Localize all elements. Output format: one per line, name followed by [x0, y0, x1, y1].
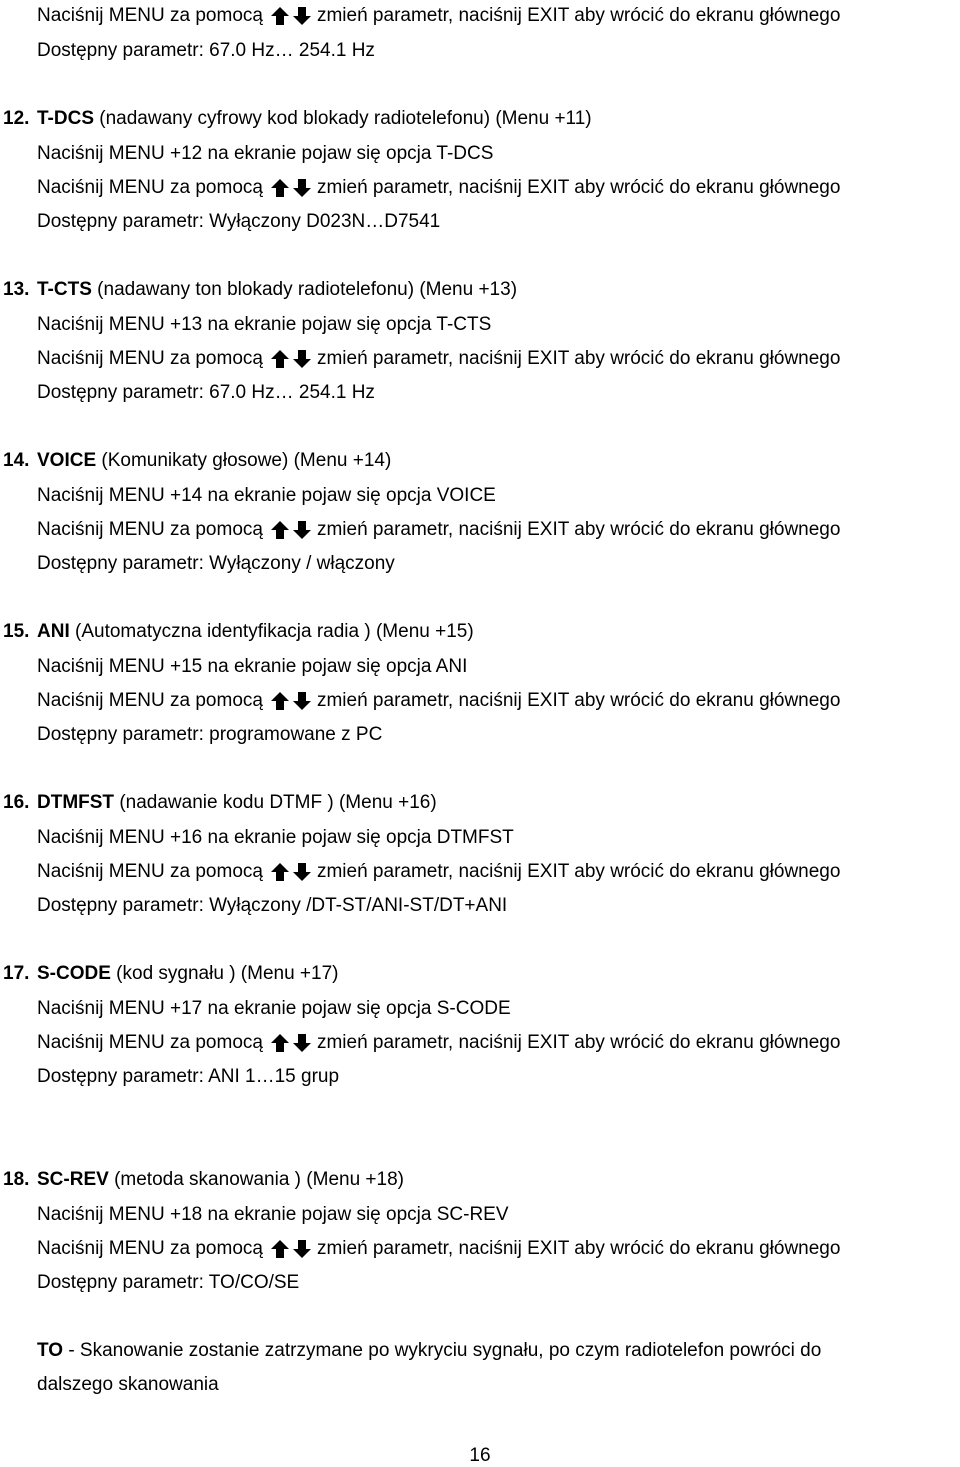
up-down-arrows-icon: [269, 178, 313, 198]
nav-instruction: Naciśnij MENU za pomocą zmień parametr, naciśnij EXIT aby wrócić do ekranu głównego: [37, 348, 841, 369]
section-heading: 15. ANI (Automatyczna identyfikacja radia ) (Menu +15): [3, 621, 474, 642]
menu-line: Naciśnij MENU +12 na ekranie pojaw się opcja T-DCS: [37, 143, 494, 164]
up-down-arrows-icon: [269, 1239, 313, 1259]
available-params: Dostępny parametr: TO/CO/SE: [37, 1272, 300, 1293]
available-params: Dostępny parametr: Wyłączony / włączony: [37, 553, 395, 574]
up-down-arrows-icon: [269, 691, 313, 711]
nav-post-text: zmień parametr, naciśnij EXIT aby wrócić do ekranu głównego: [316, 5, 841, 26]
up-down-arrows-icon: [269, 862, 313, 882]
available-params: Dostępny parametr: Wyłączony /DT-ST/ANI-ST/DT+ANI: [37, 895, 508, 916]
available-params: Dostępny parametr: Wyłączony D023N…D7541: [37, 211, 441, 232]
menu-line: Naciśnij MENU +17 na ekranie pojaw się opcja S-CODE: [37, 998, 511, 1019]
menu-line: Naciśnij MENU +15 na ekranie pojaw się opcja ANI: [37, 656, 468, 677]
nav-instruction: Naciśnij MENU za pomocą zmień parametr, naciśnij EXIT aby wrócić do ekranu głównego: [37, 1238, 841, 1259]
menu-line: Naciśnij MENU +14 na ekranie pojaw się opcja VOICE: [37, 485, 496, 506]
available-params: Dostępny parametr: 67.0 Hz… 254.1 Hz: [37, 382, 375, 403]
nav-instruction: [37, 4, 840, 28]
up-down-arrows-icon: [269, 520, 313, 540]
note-line: TO - Skanowanie zostanie zatrzymane po wykryciu sygnału, po czym radiotelefon powróci do: [37, 1340, 822, 1361]
section-heading: 18. SC-REV (metoda skanowania ) (Menu +18): [3, 1169, 404, 1190]
menu-line: Naciśnij MENU +16 na ekranie pojaw się opcja DTMFST: [37, 827, 514, 848]
note-line-continued: dalszego skanowania: [37, 1374, 219, 1395]
nav-instruction: Naciśnij MENU za pomocą zmień parametr, naciśnij EXIT aby wrócić do ekranu głównego: [37, 861, 841, 882]
available-params: Dostępny parametr: ANI 1…15 grup: [37, 1066, 340, 1087]
menu-line: Naciśnij MENU +18 na ekranie pojaw się opcja SC-REV: [37, 1204, 509, 1225]
nav-instruction: Naciśnij MENU za pomocą zmień parametr, naciśnij EXIT aby wrócić do ekranu głównego: [37, 1032, 841, 1053]
available-params: Dostępny parametr: programowane z PC: [37, 724, 383, 745]
up-down-arrows-icon: [269, 349, 313, 369]
up-down-arrows-icon: [269, 1033, 313, 1053]
section-heading: 14. VOICE (Komunikaty głosowe) (Menu +14): [3, 450, 392, 471]
menu-line: Naciśnij MENU +13 na ekranie pojaw się opcja T-CTS: [37, 314, 492, 335]
section-heading: 13. T-CTS (nadawany ton blokady radiotelefonu) (Menu +13): [3, 279, 518, 300]
section-heading: 12. T-DCS (nadawany cyfrowy kod blokady radiotelefonu) (Menu +11): [3, 108, 592, 129]
up-down-arrows-icon: [269, 6, 313, 26]
note-term: TO: [37, 1340, 64, 1361]
page-number: 16: [469, 1445, 491, 1466]
available-params: Dostępny parametr: 67.0 Hz… 254.1 Hz: [37, 40, 375, 61]
nav-pre-text: Naciśnij MENU za pomocą: [37, 5, 263, 26]
nav-instruction: Naciśnij MENU za pomocą zmień parametr, naciśnij EXIT aby wrócić do ekranu głównego: [37, 690, 841, 711]
nav-instruction: Naciśnij MENU za pomocą zmień parametr, naciśnij EXIT aby wrócić do ekranu głównego: [37, 177, 841, 198]
section-heading: 17. S-CODE (kod sygnału ) (Menu +17): [3, 963, 339, 984]
nav-instruction: Naciśnij MENU za pomocą zmień parametr, naciśnij EXIT aby wrócić do ekranu głównego: [37, 519, 841, 540]
section-heading: 16. DTMFST (nadawanie kodu DTMF ) (Menu +16): [3, 792, 437, 813]
